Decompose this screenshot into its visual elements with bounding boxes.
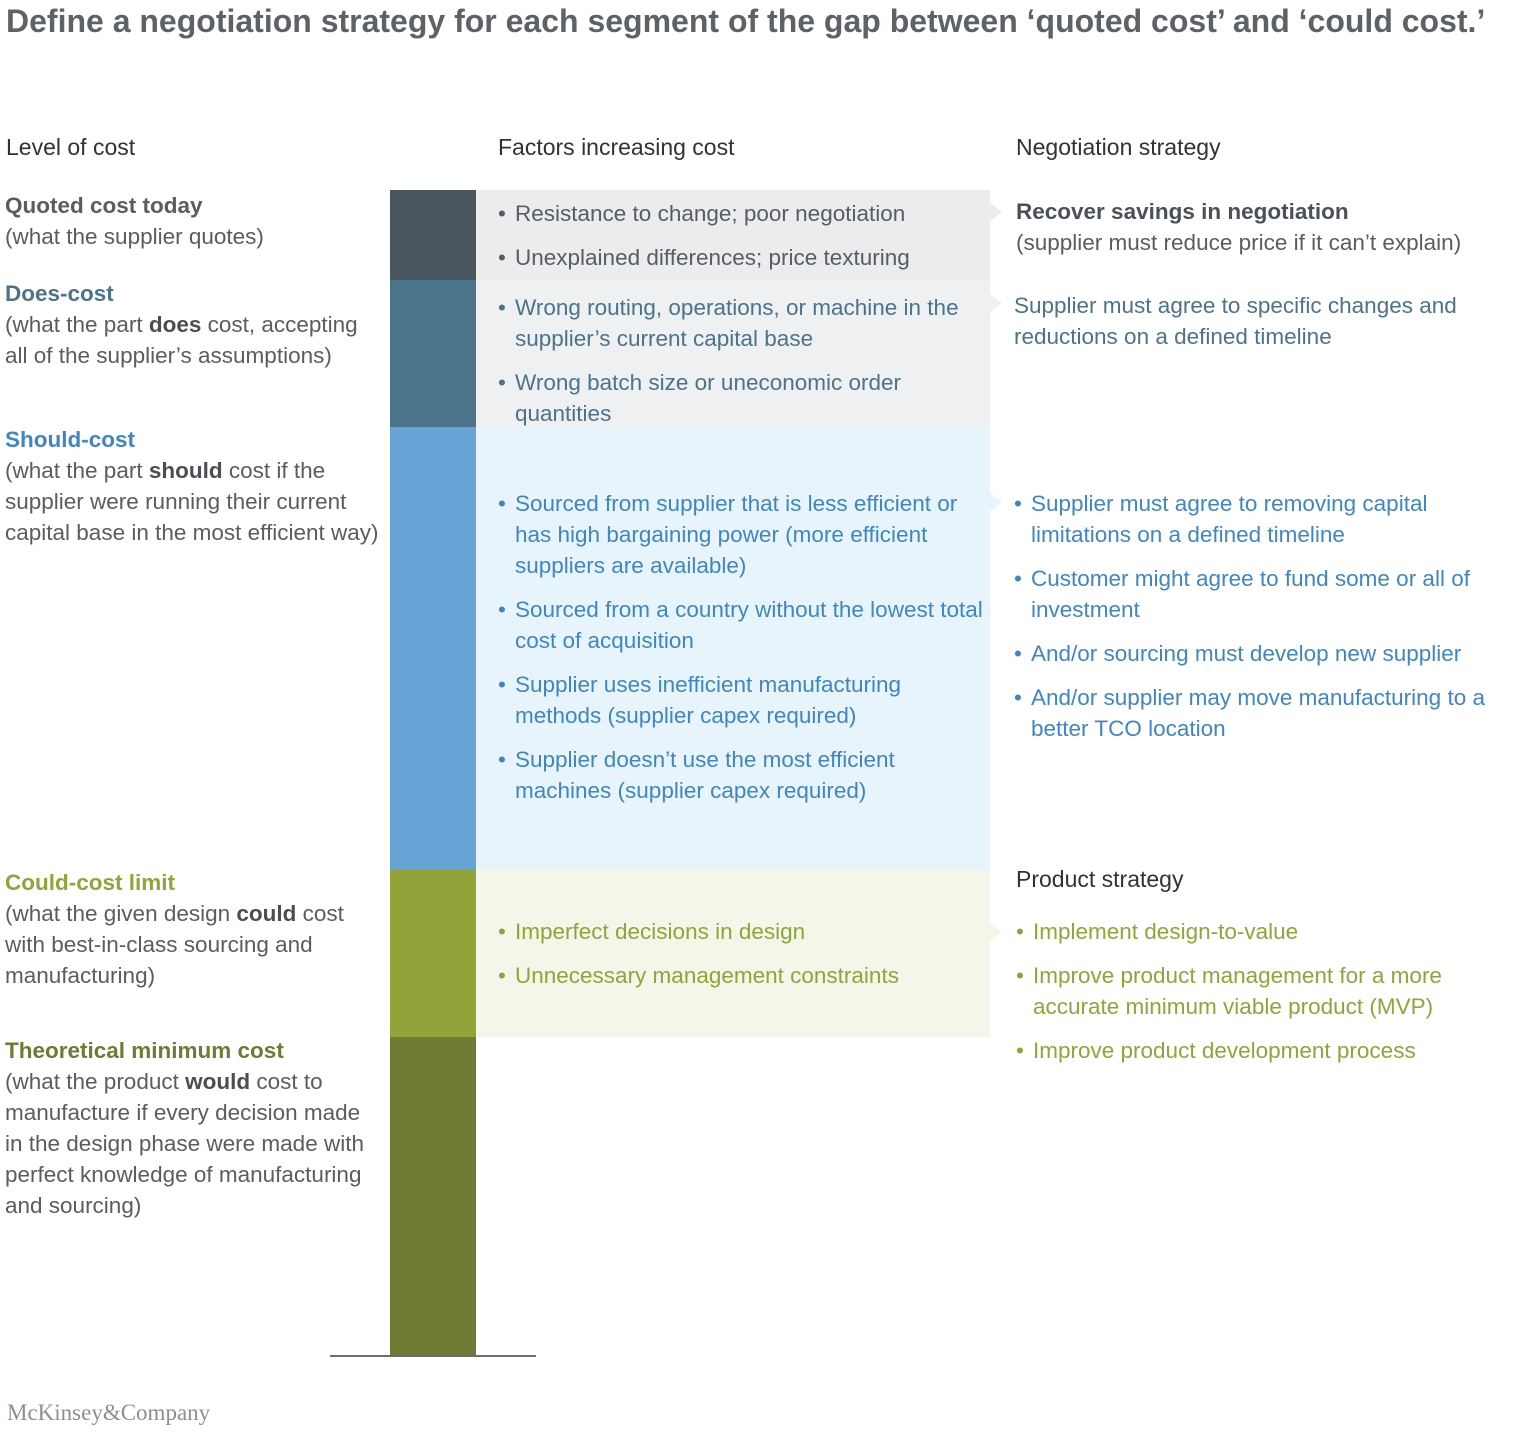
level-should-title: Should-cost [5, 427, 135, 452]
mckinsey-logo: McKinsey&Company [7, 1400, 211, 1425]
factors-could [498, 916, 983, 991]
level-should [5, 424, 380, 548]
level-theoretical-title: Theoretical minimum cost [5, 1038, 284, 1063]
list-item: • Customer might agree to fund some or all of investment [1014, 563, 1514, 625]
level-should-desc-bold: should [148, 458, 223, 483]
level-does-desc-pre: (what the part [5, 312, 149, 337]
list-item: • Wrong batch size or uneconomic order quantities [498, 367, 983, 429]
level-could-desc-bold: could [236, 901, 297, 926]
strategy-quoted-desc: (supplier must reduce price if it can’t explain) [1016, 230, 1462, 255]
bar-segment-could [390, 870, 476, 1037]
level-does-title: Does-cost [5, 281, 114, 306]
column-header-strategy: Negotiation strategy [1016, 134, 1221, 160]
bar-segment-quoted [390, 190, 476, 280]
level-does-desc-bold: does [148, 312, 202, 337]
level-quoted [5, 190, 380, 252]
factors-does [498, 292, 983, 429]
list-item: • Wrong routing, operations, or machine in the supplier’s current capital base [498, 292, 983, 354]
list-item: • Unnecessary management constraints [498, 960, 983, 991]
column-header-level: Level of cost [6, 134, 136, 160]
level-should-desc-post: cost if the supplier were running their current capital base in the most efficient way) [5, 458, 379, 545]
product-strategy-title: Product strategy [1016, 866, 1184, 892]
bar-segment-theoretical [390, 1037, 476, 1355]
baseline [330, 1355, 536, 1357]
strategy-quoted-title: Recover savings in negotiation [1016, 199, 1349, 224]
factors-quoted [498, 198, 983, 273]
level-theoretical-desc-post: cost to manufacture if every decision made in the design phase were made with perfect knowledge of manufacturing and sourcing) [5, 1069, 364, 1218]
list-item: • Implement design-to-value [1016, 916, 1516, 947]
level-theoretical-desc-pre: (what the product [5, 1069, 186, 1094]
strategy-should [1014, 488, 1514, 744]
arrow-quoted [990, 203, 1002, 221]
factors-should [498, 488, 983, 806]
list-item: • Supplier doesn’t use the most efficient machines (supplier capex required) [498, 744, 983, 806]
arrow-should [990, 493, 1002, 511]
level-quoted-desc: (what the supplier quotes) [5, 224, 264, 249]
level-could-desc-pre: (what the given design [5, 901, 237, 926]
level-theoretical-desc-bold: would [185, 1069, 251, 1094]
level-could-desc-post: cost with best-in-class sourcing and manufacturing) [5, 901, 344, 988]
arrow-does [990, 294, 1002, 312]
level-does-desc-post: cost, accepting all of the supplier’s assumptions) [5, 312, 358, 368]
list-item: • Supplier must agree to removing capital limitations on a defined timeline [1014, 488, 1514, 550]
level-could-title: Could-cost limit [5, 870, 175, 895]
bar-segment-should [390, 427, 476, 870]
level-should-desc-pre: (what the part [5, 458, 149, 483]
column-header-factors: Factors increasing cost [498, 134, 735, 160]
strategy-product [1016, 916, 1516, 1066]
bar-segment-does [390, 280, 476, 427]
level-theoretical [5, 1035, 365, 1221]
list-item: • Imperfect decisions in design [498, 916, 983, 947]
list-item: • Sourced from a country without the lowest total cost of acquisition [498, 594, 983, 656]
list-item: • Improve product management for a more accurate minimum viable product (MVP) [1016, 960, 1516, 1022]
strategy-quoted [1016, 196, 1531, 258]
list-item: • Supplier uses inefficient manufacturing methods (supplier capex required) [498, 669, 983, 731]
level-could [5, 867, 355, 991]
list-item: • Improve product development process [1016, 1035, 1516, 1066]
list-item: • And/or sourcing must develop new supplier [1014, 638, 1514, 669]
list-item: • Unexplained differences; price texturing [498, 242, 983, 273]
page-title: Define a negotiation strategy for each segment of the gap between ‘quoted cost’ and ‘could cost.’ [6, 3, 1486, 39]
arrow-could [990, 923, 1002, 941]
strategy-does: Supplier must agree to specific changes and reductions on a defined timeline [1014, 293, 1457, 349]
level-does [5, 278, 380, 371]
list-item: • Sourced from supplier that is less efficient or has high bargaining power (more efficient suppliers are available) [498, 488, 983, 581]
level-quoted-title: Quoted cost today [5, 193, 203, 218]
list-item: • And/or supplier may move manufacturing to a better TCO location [1014, 682, 1514, 744]
list-item: • Resistance to change; poor negotiation [498, 198, 983, 229]
